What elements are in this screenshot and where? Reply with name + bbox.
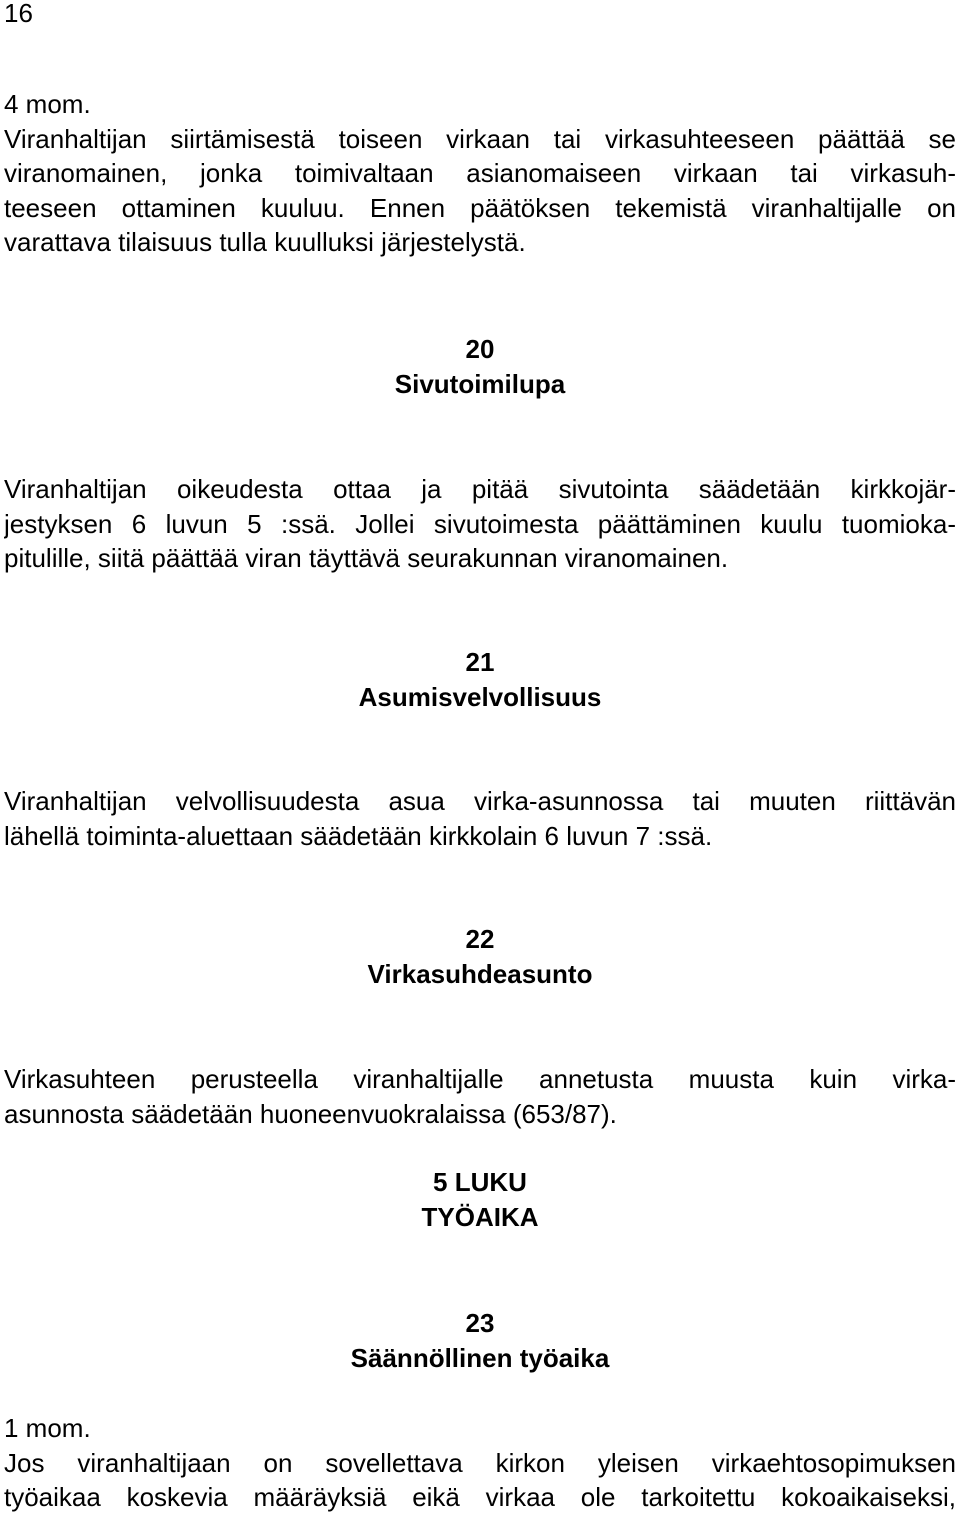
section-23-heading (0, 1306, 960, 1376)
moment-heading: 1 mom. (4, 1413, 91, 1443)
paragraph-line: viranomainen, jonka toimivaltaan asianomaiseen virkaan tai virkasuh- (4, 158, 956, 188)
paragraph-line: työaikaa koskevia määräyksiä eikä virkaa ole tarkoitettu kokoaikaiseksi, (4, 1482, 956, 1512)
paragraph-line: lähellä toiminta-aluettaan säädetään kirkkolain 6 luvun 7 :ssä. (4, 820, 713, 851)
paragraph-line: Jos viranhaltijaan on sovellettava kirkon yleisen virkaehtosopimuksen (4, 1447, 956, 1478)
chapter-5-heading (0, 1165, 960, 1235)
page-number (4, 0, 956, 31)
section-title: Säännöllinen työaika (350, 1343, 610, 1373)
section-number: 22 (465, 924, 495, 954)
section-title: Sivutoimilupa (394, 369, 566, 399)
section-21-heading (0, 645, 960, 715)
section-number: 20 (465, 334, 495, 364)
section-number: 21 (465, 647, 495, 677)
section-20-heading (0, 332, 960, 402)
paragraph-section-20 (4, 472, 956, 576)
paragraph-line: Viranhaltijan oikeudesta ottaa ja pitää sivutointa säädetään kirkkojär- (4, 474, 956, 504)
paragraph-section-22 (4, 1062, 956, 1131)
moment-heading: 4 mom. (4, 89, 91, 119)
paragraph-line: pitulille, siitä päättää viran täyttävä seurakunnan viranomainen. (4, 543, 729, 573)
paragraph-line: Virkasuhteen perusteella viranhaltijalle annetusta muusta kuin virka- (4, 1064, 956, 1094)
section-22-heading (0, 922, 960, 992)
paragraph-section-23 (4, 1411, 956, 1515)
paragraph-section-21 (4, 784, 956, 853)
paragraph-line: Viranhaltijan siirtämisestä toiseen virkaan tai virkasuhteeseen päättää se (4, 123, 956, 154)
paragraph-line: Viranhaltijan velvollisuudesta asua virka-asunnossa tai muuten riittävän (4, 786, 956, 816)
chapter-number: 5 LUKU (433, 1167, 527, 1197)
section-title: Asumisvelvollisuus (358, 682, 602, 712)
chapter-title: TYÖAIKA (421, 1202, 539, 1232)
paragraph-line: asunnosta säädetään huoneenvuokralaissa (653/87). (4, 1098, 617, 1129)
paragraph-line: varattava tilaisuus tulla kuulluksi järjestelystä. (4, 227, 526, 257)
paragraph-line: jestyksen 6 luvun 5 :ssä. Jollei sivutoimesta päättäminen kuulu tuomioka- (4, 508, 956, 539)
section-title: Virkasuhdeasunto (367, 959, 593, 989)
paragraph-line: teeseen ottaminen kuuluu. Ennen päätöksen tekemistä viranhaltijalle on (4, 192, 956, 223)
page-number-text: 16 (4, 0, 33, 28)
section-number: 23 (465, 1308, 495, 1338)
paragraph-4-mom (4, 87, 956, 260)
